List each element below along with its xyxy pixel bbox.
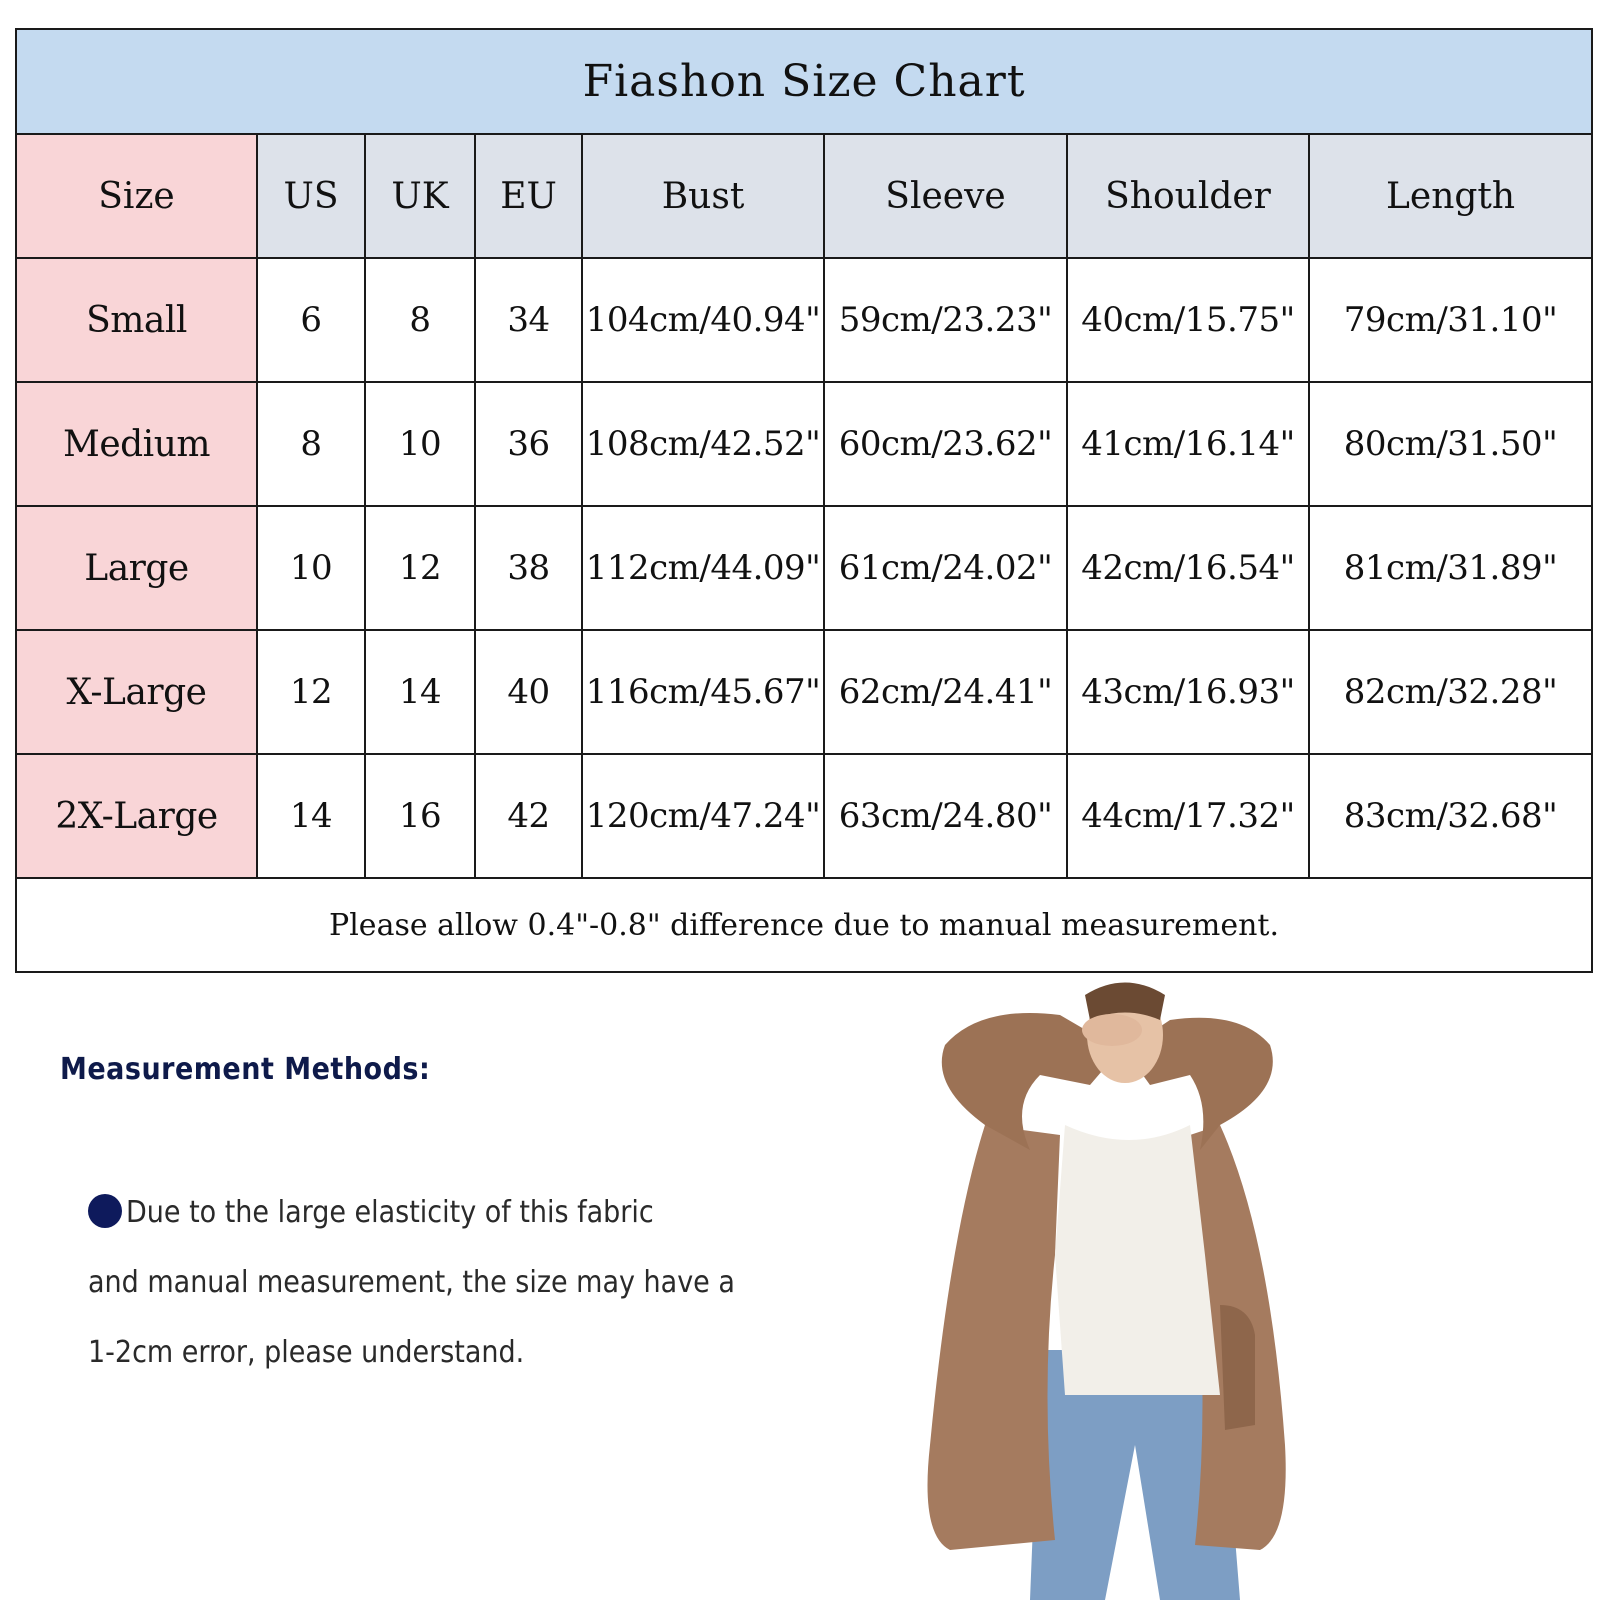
header-length: Length	[1309, 134, 1592, 258]
table-row	[16, 382, 1592, 506]
cell-shoulder: 42cm/16.54"	[1067, 506, 1309, 630]
cell-uk: 8	[365, 258, 475, 382]
cell-shoulder: 43cm/16.93"	[1067, 630, 1309, 754]
cell-sleeve: 59cm/23.23"	[824, 258, 1067, 382]
cell-shoulder: 41cm/16.14"	[1067, 382, 1309, 506]
table-body	[16, 258, 1592, 878]
cell-shoulder: 40cm/15.75"	[1067, 258, 1309, 382]
measurement-line: 1-2cm error, please understand.	[88, 1335, 525, 1370]
cell-us: 6	[257, 258, 365, 382]
header-sleeve: Sleeve	[824, 134, 1067, 258]
measurement-line: and manual measurement, the size may have a	[88, 1265, 735, 1300]
cell-bust: 112cm/44.09"	[582, 506, 824, 630]
cell-us: 12	[257, 630, 365, 754]
cell-size: Small	[16, 258, 257, 382]
cell-shoulder: 44cm/17.32"	[1067, 754, 1309, 878]
measurement-methods-text	[88, 1178, 788, 1388]
table-row	[16, 630, 1592, 754]
cell-size: Medium	[16, 382, 257, 506]
header-shoulder: Shoulder	[1067, 134, 1309, 258]
header-uk: UK	[365, 134, 475, 258]
cell-us: 10	[257, 506, 365, 630]
cell-eu: 40	[475, 630, 582, 754]
cell-sleeve: 60cm/23.62"	[824, 382, 1067, 506]
cell-eu: 38	[475, 506, 582, 630]
header-us: US	[257, 134, 365, 258]
cell-uk: 14	[365, 630, 475, 754]
cell-length: 80cm/31.50"	[1309, 382, 1592, 506]
cell-bust: 120cm/47.24"	[582, 754, 824, 878]
cell-sleeve: 63cm/24.80"	[824, 754, 1067, 878]
measurement-methods-title: Measurement Methods:	[60, 1052, 431, 1087]
coat-pocket	[1220, 1305, 1255, 1430]
cell-length: 83cm/32.68"	[1309, 754, 1592, 878]
cell-sleeve: 62cm/24.41"	[824, 630, 1067, 754]
header-bust: Bust	[582, 134, 824, 258]
cell-eu: 34	[475, 258, 582, 382]
cell-uk: 12	[365, 506, 475, 630]
size-chart-table	[15, 28, 1593, 973]
bullet-icon	[88, 1194, 122, 1228]
model-photo	[890, 975, 1420, 1600]
cell-uk: 16	[365, 754, 475, 878]
cell-size: X-Large	[16, 630, 257, 754]
chart-title: Fiashon Size Chart	[16, 29, 1592, 134]
cell-uk: 10	[365, 382, 475, 506]
header-row	[16, 134, 1592, 258]
hands-icon	[1082, 1014, 1142, 1046]
header-eu: EU	[475, 134, 582, 258]
coat-left-panel	[928, 1125, 1061, 1550]
cell-bust: 116cm/45.67"	[582, 630, 824, 754]
table-row	[16, 258, 1592, 382]
cell-size: Large	[16, 506, 257, 630]
table-row	[16, 754, 1592, 878]
header-size: Size	[16, 134, 257, 258]
cell-length: 79cm/31.10"	[1309, 258, 1592, 382]
cell-eu: 42	[475, 754, 582, 878]
measurement-line: Due to the large elasticity of this fabric	[88, 1178, 788, 1248]
cell-eu: 36	[475, 382, 582, 506]
cell-bust: 104cm/40.94"	[582, 258, 824, 382]
cell-length: 82cm/32.28"	[1309, 630, 1592, 754]
cell-sleeve: 61cm/24.02"	[824, 506, 1067, 630]
measurement-note: Please allow 0.4"-0.8" difference due to manual measurement.	[16, 878, 1592, 972]
cell-bust: 108cm/42.52"	[582, 382, 824, 506]
cell-us: 14	[257, 754, 365, 878]
cell-us: 8	[257, 382, 365, 506]
cell-size: 2X-Large	[16, 754, 257, 878]
table-row	[16, 506, 1592, 630]
cell-length: 81cm/31.89"	[1309, 506, 1592, 630]
